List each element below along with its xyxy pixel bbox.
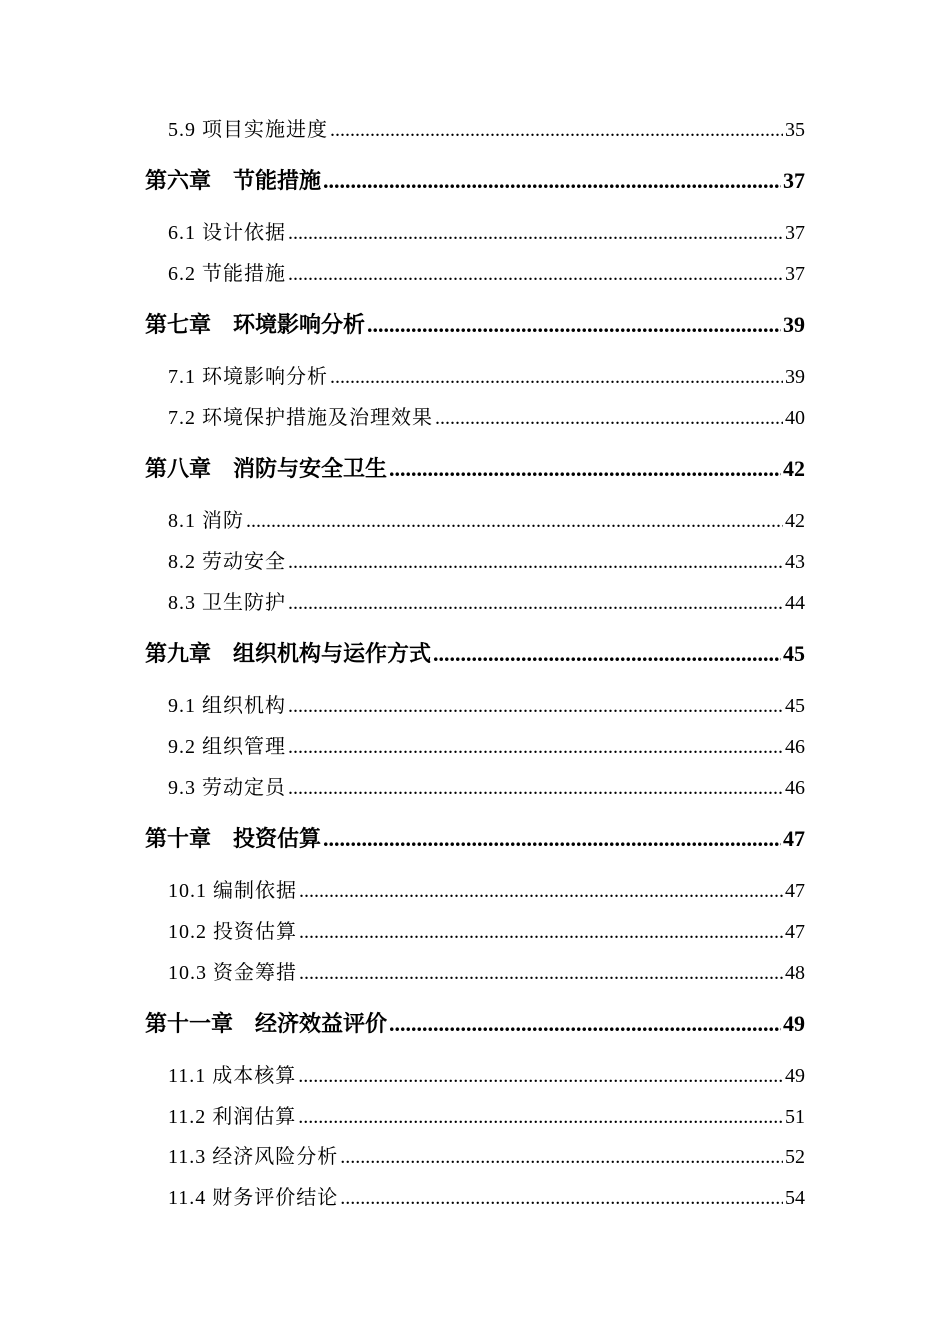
toc-entry-title: 第十一章 经济效益评价 [145,1012,388,1037]
toc-entry-title: 8.3 卫生防护 [168,592,286,614]
dot-leader [340,1143,783,1171]
toc-section-entry[interactable] [168,1103,805,1131]
toc-chapter-entry[interactable] [145,167,805,195]
dot-leader [299,959,783,987]
toc-section-entry[interactable] [168,260,805,288]
toc-section-entry[interactable] [168,877,805,905]
dot-leader [433,640,781,668]
toc-entry-page-number: 37 [785,263,805,285]
toc-entry-title: 5.9 项目实施进度 [168,119,328,141]
toc-section-entry[interactable] [168,733,805,761]
dot-leader [330,116,783,144]
dot-leader [288,260,783,288]
toc-entry-page-number: 39 [783,312,805,337]
toc-section-entry[interactable] [168,1062,805,1090]
toc-entry-title: 第七章 环境影响分析 [145,313,366,338]
toc-entry-page-number: 48 [785,962,805,984]
dot-leader [299,877,783,905]
dot-leader [389,1010,781,1038]
toc-entry-title: 7.2 环境保护措施及治理效果 [168,407,433,429]
toc-entry-title: 8.2 劳动安全 [168,551,286,573]
dot-leader [298,1062,783,1090]
toc-section-entry[interactable] [168,116,805,144]
toc-section-entry[interactable] [168,959,805,987]
toc-section-entry[interactable] [168,219,805,247]
toc-entry-title: 11.4 财务评价结论 [168,1187,339,1209]
toc-chapter-entry[interactable] [145,640,805,668]
toc-chapter-entry[interactable] [145,311,805,339]
toc-entry-page-number: 44 [785,592,805,614]
toc-entry-title: 10.1 编制依据 [168,880,297,902]
toc-entry-title: 9.2 组织管理 [168,736,286,758]
toc-entry-title: 第六章 节能措施 [145,169,322,194]
toc-section-entry[interactable] [168,692,805,720]
dot-leader [288,774,783,802]
toc-entry-title: 第九章 组织机构与运作方式 [145,642,432,667]
toc-entry-title: 10.3 资金筹措 [168,962,297,984]
toc-entry-page-number: 39 [785,366,805,388]
toc-entry-page-number: 42 [783,456,805,481]
dot-leader [323,167,781,195]
dot-leader [435,404,783,432]
toc-entry-page-number: 49 [783,1011,805,1036]
toc-entry-page-number: 43 [785,551,805,573]
toc-entry-page-number: 37 [783,168,805,193]
toc-entry-page-number: 47 [783,826,805,851]
toc-entry-page-number: 54 [785,1187,805,1209]
toc-section-entry[interactable] [168,363,805,391]
toc-entry-title: 11.2 利润估算 [168,1106,297,1128]
toc-entry-title: 7.1 环境影响分析 [168,366,328,388]
toc-entry-page-number: 42 [785,510,805,532]
dot-leader [298,1103,783,1131]
toc-entry-title: 6.2 节能措施 [168,263,286,285]
dot-leader [323,825,781,853]
dot-leader [288,733,783,761]
toc-section-entry[interactable] [168,589,805,617]
toc-entry-title: 9.1 组织机构 [168,695,286,717]
toc-section-entry[interactable] [168,918,805,946]
dot-leader [288,548,783,576]
toc-chapter-entry[interactable] [145,825,805,853]
toc-entry-page-number: 46 [785,736,805,758]
dot-leader [288,692,783,720]
toc-entry-page-number: 47 [785,921,805,943]
toc-entry-page-number: 51 [785,1106,805,1128]
toc-entry-title: 11.3 经济风险分析 [168,1146,339,1168]
toc-entry-page-number: 35 [785,119,805,141]
dot-leader [367,311,781,339]
toc-entry-page-number: 45 [785,695,805,717]
toc-entry-title: 第十章 投资估算 [145,827,322,852]
toc-entry-title: 11.1 成本核算 [168,1065,297,1087]
toc-section-entry[interactable] [168,548,805,576]
toc-entry-page-number: 37 [785,222,805,244]
dot-leader [389,455,781,483]
toc-section-entry[interactable] [168,774,805,802]
toc-entry-page-number: 49 [785,1065,805,1087]
toc-section-entry[interactable] [168,1184,805,1212]
toc-entry-page-number: 52 [785,1146,805,1168]
toc-entry-title: 6.1 设计依据 [168,222,286,244]
toc-entry-title: 9.3 劳动定员 [168,777,286,799]
toc-chapter-entry[interactable] [145,1010,805,1038]
toc-chapter-entry[interactable] [145,455,805,483]
dot-leader [246,507,783,535]
toc-section-entry[interactable] [168,404,805,432]
toc-section-entry[interactable] [168,507,805,535]
toc-entry-page-number: 45 [783,641,805,666]
toc-entry-page-number: 46 [785,777,805,799]
dot-leader [330,363,783,391]
toc-entry-page-number: 40 [785,407,805,429]
toc-entry-title: 10.2 投资估算 [168,921,297,943]
dot-leader [299,918,783,946]
toc-entry-title: 第八章 消防与安全卫生 [145,457,388,482]
dot-leader [288,589,783,617]
toc-entry-page-number: 47 [785,880,805,902]
dot-leader [288,219,783,247]
toc-entry-title: 8.1 消防 [168,510,244,532]
toc-section-entry[interactable] [168,1143,805,1171]
dot-leader [340,1184,783,1212]
